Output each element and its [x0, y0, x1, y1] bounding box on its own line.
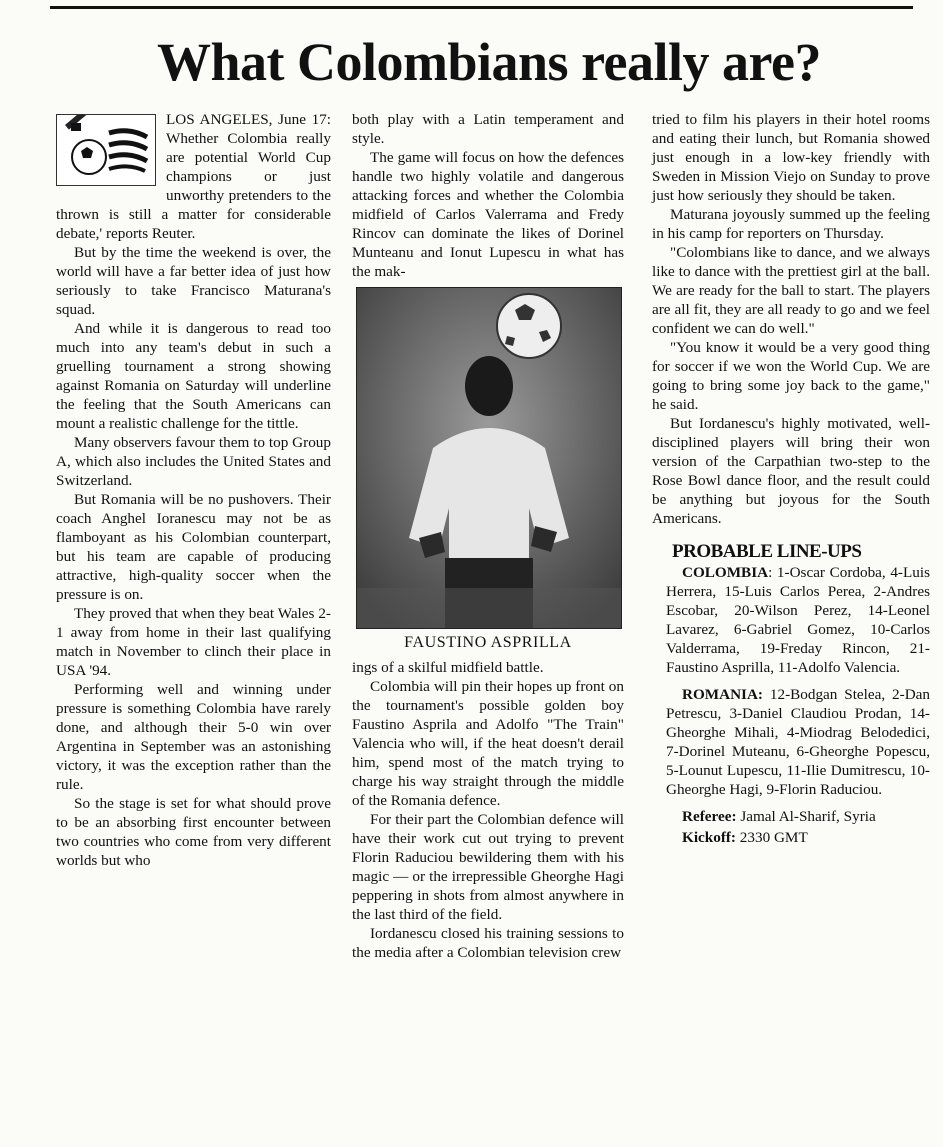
paragraph: But by the time the weekend is over, the world will have a far better idea of just how seriously to take Francisco Maturana's squad.	[56, 244, 331, 318]
paragraph: They proved that when they beat Wales 2-1 away from home in their last qualifying match in November to clinch their place in USA '94.	[56, 605, 331, 679]
referee-label: Referee:	[682, 808, 737, 825]
lineups-box	[666, 563, 930, 847]
colombia-lineup	[666, 563, 930, 677]
paragraph: Maturana joyously summed up the feeling in his camp for reporters on Thursday.	[652, 206, 930, 242]
paragraph: LOS ANGELES, June 17: Whether Colombia really are potential World Cup champions or just unworthy pretenders to the thrown is still a matter for considerable debate,' reports Reuter.	[56, 111, 331, 242]
paragraph: But Iordanescu's highly motivated, well-disciplined players will bring their won version of the Carpathian two-step to the Rose Bowl dance floor, and the result could be anything but joyous for the South Americans.	[652, 415, 930, 527]
colombia-players: : 1-Oscar Cordoba, 4-Luis Herrera, 15-Luis Carlos Perea, 2-Andres Escobar, 20-Wilson Perez, 14-Leonel Lavarez, 6-Gabriel Gomez, 10-Carlos Valderrama, 19-Freday Rincon, 21-Faustino Asprilla, 11-Adolfo Valencia.	[666, 564, 930, 676]
referee-line	[666, 807, 930, 826]
player-photo	[356, 287, 622, 629]
article-column-3	[652, 110, 930, 855]
romania-lineup	[666, 685, 930, 799]
lineups-heading: PROBABLE LINE-UPS	[672, 541, 862, 562]
paragraph: Iordanescu closed his training sessions to the media after a Colombian television crew	[352, 925, 624, 961]
article-column-1	[56, 110, 331, 870]
paragraph: "Colombians like to dance, and we always like to dance with the prettiest girl at the ball. We are ready for the ball to start. The players are all fit, they are all ready to go and we feel confident we can do well."	[652, 244, 930, 337]
romania-players: 12-Bodgan Stelea, 2-Dan Petrescu, 3-Daniel Claudiou Prodan, 14-Gheorghe Mihali, 4-Miodrag Belodedici, 7-Dorinel Muteanu, 6-Gheorghe Popescu, 5-Lounut Lupescu, 11-Ilie Dumitrescu, 10-Gheorghe Hagi, 9-Florin Raduciou.	[666, 686, 930, 798]
article-column-2	[352, 110, 624, 962]
romania-label: ROMANIA:	[682, 686, 763, 703]
paragraph: And while it is dangerous to read too much into any team's debut in such a gruelling tournament a strong showing against Romania on Saturday will underline the feeling that the South Americans can mount a realistic challenge for the tittle.	[56, 320, 331, 432]
kickoff-label: Kickoff:	[682, 829, 736, 846]
kickoff-time: 2330 GMT	[736, 829, 808, 846]
referee-name: Jamal Al-Sharif, Syria	[736, 808, 876, 825]
paragraph: The game will focus on how the defences handle two highly volatile and dangerous attacking forces and whether the Colombia midfield of Carlos Valerrama and Fredy Rincov can dominate the likes of Dorinel Munteanu and Ionut Lupescu in what has the mak-	[352, 149, 624, 280]
paragraph: Many observers favour them to top Group A, which also includes the United States and Switzerland.	[56, 434, 331, 489]
paragraph: So the stage is set for what should prove to be an absorbing first encounter between two countries who come from very different worlds but who	[56, 795, 331, 869]
paragraph: tried to film his players in their hotel rooms and eating their lunch, but Romania showed just enough in a low-key friendly with Sweden in Mission Viejo on Sunday to prove just how seriously they should be taken.	[652, 111, 930, 204]
headline: What Colombians really are?	[156, 32, 821, 92]
paragraph: "You know it would be a very good thing for soccer if we won the World Cup. We are going to bring some joy back to the game," he said.	[652, 339, 930, 413]
world-cup-usa94-logo-icon	[56, 114, 156, 186]
kickoff-line	[666, 828, 930, 847]
paragraph: For their part the Colombian defence will have their work cut out trying to prevent Florin Raduciou bewildering them with his magic — or the irrepressible Gheorghe Hagi peppering in shots from almost anywhere in the last third of the field.	[352, 811, 624, 923]
photo-caption: FAUSTINO ASPRILLA	[404, 634, 572, 651]
colombia-label: COLOMBIA	[682, 564, 769, 581]
paragraph: But Romania will be no pushovers. Their coach Anghel Ioranescu may not be as flamboyant as his Colombian counterpart, but his team are capable of producing attractive, high-quality soccer when the pressure is on.	[56, 491, 331, 603]
paragraph: Colombia will pin their hopes up front on the tournament's possible golden boy Faustino Asprila and Adolfo "The Train" Valencia who will, if the heat doesn't derail him, spend most of the match trying to charge his way straight through the middle of the Romania defence.	[352, 678, 624, 809]
paragraph: Performing well and winning under pressure is something Colombia have rarely done, and although their 5-0 win over Argentina in September was an astonishing victory, it was the exception rather than the rule.	[56, 681, 331, 793]
paragraph: both play with a Latin temperament and style.	[352, 111, 624, 147]
paragraph: ings of a skilful midfield battle.	[352, 659, 544, 676]
top-rule	[50, 6, 913, 9]
